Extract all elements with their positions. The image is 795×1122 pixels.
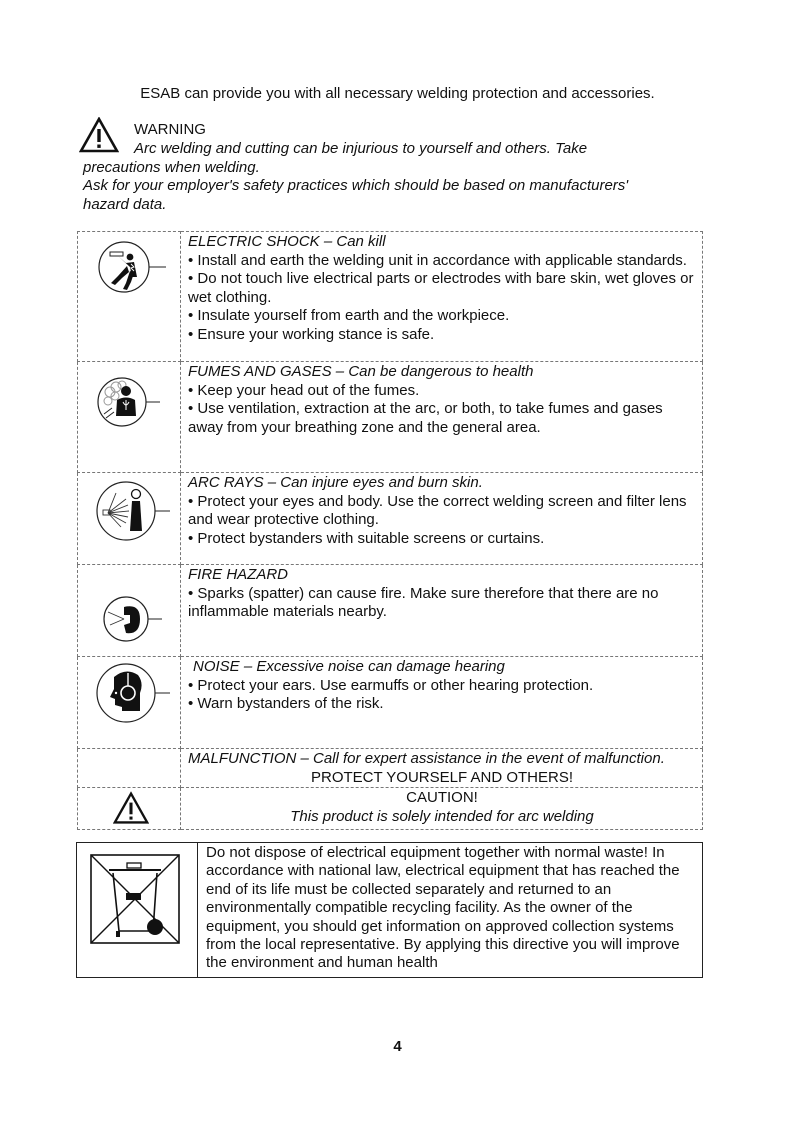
hazard-heading: NOISE – Excessive noise can damage hearing <box>193 658 505 675</box>
malfunction-sub: PROTECT YOURSELF AND OTHERS! <box>311 768 573 786</box>
caution-row <box>78 788 703 830</box>
hazard-line: • Insulate yourself from earth and the workpiece. <box>188 307 510 324</box>
disposal-text: Do not dispose of electrical equipment together with normal waste! In accordance with national law, electrical equipment that has reached the end of its life must be collected separately and returned to an environmentally compatible recycling facility. As the owner of the equipment, you should get information on approved collection systems from the local representative. By applying this directive you will improve the environment and human health <box>198 843 703 978</box>
hazard-line: • Keep your head out of the fumes. <box>188 381 420 399</box>
warning-line-3: Ask for your employer's safety practices which should be based on manufacturers' <box>83 177 629 194</box>
malfunction-heading: MALFUNCTION – Call for expert assistance in the event of malfunction. <box>188 750 665 767</box>
hazard-row-fumes <box>78 362 703 473</box>
hazard-line: • Protect your ears. Use earmuffs or other hearing protection. <box>188 676 594 694</box>
hazard-line: • Sparks (spatter) can cause fire. Make sure therefore that there are no inflammable materials nearby. <box>188 584 659 620</box>
hazard-line: • Do not touch live electrical parts or electrodes with bare skin, wet gloves or wet clothing. <box>188 270 694 306</box>
intro-text: ESAB can provide you with all necessary welding protection and accessories. <box>140 85 655 102</box>
disposal-box <box>76 842 703 978</box>
hazard-line: • Ensure your working stance is safe. <box>188 325 435 343</box>
warning-line-4: hazard data. <box>83 195 167 213</box>
hazard-table <box>77 231 703 830</box>
hazard-line: • Protect bystanders with suitable screens or curtains. <box>188 529 545 547</box>
fumes-gases-icon <box>96 374 172 434</box>
caution-title: CAUTION! <box>406 789 478 806</box>
hazard-row-noise <box>78 657 703 749</box>
fire-hazard-icon <box>96 595 172 655</box>
caution-triangle-icon <box>113 791 149 825</box>
malfunction-row <box>78 749 703 788</box>
hazard-row-electric-shock <box>78 232 703 362</box>
hazard-row-arc-rays <box>78 473 703 565</box>
hazard-line: • Install and earth the welding unit in accordance with applicable standards. <box>188 251 687 269</box>
page-number: 4 <box>393 1038 402 1055</box>
warning-text <box>83 140 703 214</box>
warning-line-1: Arc welding and cutting can be injurious to yourself and others. Take <box>134 140 588 157</box>
arc-rays-icon <box>96 479 172 539</box>
hazard-heading: FUMES AND GASES – Can be dangerous to health <box>188 363 534 380</box>
caution-text: This product is solely intended for arc welding <box>290 807 594 825</box>
warning-title: WARNING <box>134 121 206 138</box>
warning-line-2: precautions when welding. <box>83 158 260 176</box>
hazard-row-fire <box>78 565 703 657</box>
hazard-heading: ARC RAYS – Can injure eyes and burn skin. <box>188 474 483 491</box>
crossed-out-bin-icon <box>89 853 181 945</box>
electric-shock-icon <box>96 239 172 299</box>
hazard-line: • Warn bystanders of the risk. <box>188 695 384 712</box>
hazard-heading: ELECTRIC SHOCK – Can kill <box>188 233 386 250</box>
hazard-line: • Protect your eyes and body. Use the correct welding screen and filter lens and wear protective clothing. <box>188 492 687 528</box>
hazard-heading: FIRE HAZARD <box>188 566 289 583</box>
noise-icon <box>96 663 172 723</box>
hazard-line: • Use ventilation, extraction at the arc, or both, to take fumes and gases away from your breathing zone and the general area. <box>188 400 663 436</box>
